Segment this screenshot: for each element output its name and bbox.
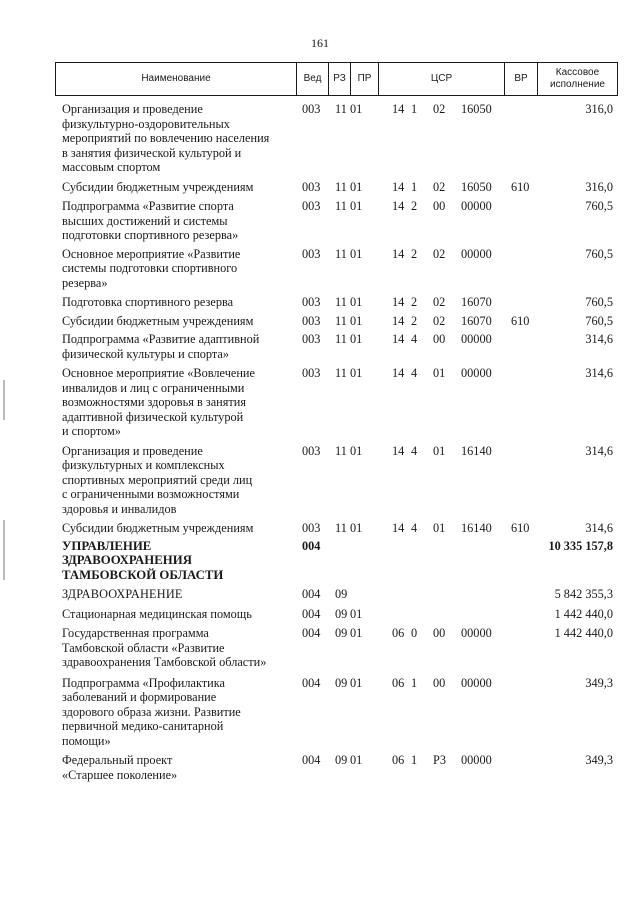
- row-name: [62, 444, 294, 517]
- cell-c4: 00000: [461, 332, 492, 346]
- table-row: [0, 295, 640, 314]
- cell-sum: 10 335 157,8: [548, 538, 613, 553]
- cell-pr: 01: [350, 199, 363, 213]
- cell-c4: 00000: [461, 753, 492, 767]
- cell-c1: 14: [392, 199, 405, 213]
- row-name-line: Основное мероприятие «Развитие: [62, 246, 241, 261]
- cell-pr: 01: [350, 332, 363, 346]
- cell-c1: 14: [392, 179, 405, 194]
- cell-c1: 14: [392, 295, 405, 309]
- cell-c3: 02: [433, 246, 446, 261]
- cell-ved: 003: [302, 443, 321, 458]
- cell-c4: 16140: [461, 443, 492, 458]
- cell-rz: 09: [335, 753, 348, 767]
- cell-c1: 14: [392, 521, 405, 535]
- row-name-line: и спортом»: [62, 424, 121, 438]
- cell-c1: 06: [392, 626, 405, 640]
- table-header: [55, 62, 618, 96]
- table-row: [0, 521, 640, 539]
- row-name: [62, 295, 294, 310]
- header-cash: Кассовое исполнение: [537, 63, 617, 95]
- cell-sum: 349,3: [585, 675, 613, 690]
- row-name: [62, 753, 294, 782]
- table-row: [0, 332, 640, 366]
- cell-c1: 06: [392, 675, 405, 690]
- cell-c4: 16140: [461, 521, 492, 535]
- cell-c3: 01: [433, 521, 446, 535]
- cell-ved: 003: [302, 521, 321, 535]
- cell-pr: 01: [350, 366, 363, 380]
- cell-c3: 01: [433, 366, 446, 380]
- row-name-line: первичной медико-санитарной: [62, 719, 224, 733]
- cell-c1: 06: [392, 753, 405, 767]
- cell-rz: 11: [335, 332, 347, 346]
- header-vr: ВР: [504, 63, 537, 95]
- row-name-line: Подпрограмма «Профилактика: [62, 675, 225, 690]
- cell-pr: 01: [350, 179, 363, 194]
- cell-sum: 314,6: [585, 521, 613, 535]
- table-row: [0, 539, 640, 588]
- cell-ved: 004: [302, 626, 321, 640]
- cell-ved: 003: [302, 179, 321, 194]
- cell-c3: 02: [433, 295, 446, 309]
- cell-ved: 004: [302, 587, 321, 601]
- row-name: [62, 539, 294, 583]
- cell-sum: 1 442 440,0: [554, 606, 613, 621]
- row-name-line: подготовки спортивного резерва»: [62, 228, 239, 242]
- cell-vr: 610: [511, 521, 530, 535]
- header-rz: РЗ: [328, 63, 350, 95]
- cell-c3: 02: [433, 313, 446, 328]
- cell-sum: 314,6: [585, 366, 613, 380]
- cell-sum: 760,5: [585, 246, 613, 261]
- row-name-line: здорового образа жизни. Развитие: [62, 704, 241, 719]
- cell-pr: 01: [350, 443, 363, 458]
- cell-rz: 09: [335, 675, 348, 690]
- cell-vr: 610: [511, 313, 530, 328]
- row-name-line: Субсидии бюджетным учреждениям: [62, 313, 254, 328]
- row-name-line: резерва»: [62, 275, 108, 290]
- row-name: [62, 314, 294, 329]
- cell-pr: 01: [350, 626, 363, 640]
- row-name: [62, 102, 294, 175]
- scan-edge-mark: [3, 380, 5, 420]
- cell-pr: 01: [350, 295, 363, 309]
- row-name: [62, 199, 294, 243]
- cell-sum: 349,3: [585, 753, 613, 767]
- row-name-line: помощи»: [62, 733, 111, 748]
- cell-ved: 003: [302, 313, 321, 328]
- cell-ved: 003: [302, 366, 321, 380]
- cell-sum: 1 442 440,0: [554, 626, 613, 640]
- cell-c4: 00000: [461, 366, 492, 380]
- row-name-line: заболеваний и формирование: [62, 690, 217, 704]
- row-name-line: Тамбовской области «Развитие: [62, 640, 225, 655]
- cell-c2: 2: [411, 199, 418, 213]
- row-name-line: Подготовка спортивного резерва: [62, 295, 234, 309]
- cell-ved: 003: [302, 199, 321, 213]
- table-row: [0, 753, 640, 782]
- cell-c2: 2: [411, 313, 418, 328]
- row-name-line: здравоохранения Тамбовской области»: [62, 655, 267, 669]
- cell-c2: 2: [411, 295, 418, 309]
- cell-ved: 003: [302, 332, 321, 346]
- cell-c1: 14: [392, 366, 405, 380]
- cell-ved: 004: [302, 606, 321, 621]
- row-name-line: системы подготовки спортивного: [62, 261, 238, 275]
- table-row: [0, 587, 640, 607]
- cell-c3: 02: [433, 102, 446, 116]
- cell-ved: 003: [302, 246, 321, 261]
- row-name-line: инвалидов и лиц с ограниченными: [62, 380, 245, 395]
- row-name: [62, 247, 294, 291]
- row-name-line: Подпрограмма «Развитие адаптивной: [62, 332, 260, 346]
- row-name-line: массовым спортом: [62, 160, 161, 174]
- row-name-line: Основное мероприятие «Вовлечение: [62, 366, 255, 380]
- cell-pr: 01: [350, 102, 363, 116]
- cell-c1: 14: [392, 332, 405, 346]
- cell-c3: 01: [433, 443, 446, 458]
- row-name-line: здоровья и инвалидов: [62, 501, 177, 516]
- cell-c2: 0: [411, 626, 418, 640]
- cell-c3: 00: [433, 626, 446, 640]
- cell-c2: 1: [411, 102, 418, 116]
- cell-c2: 1: [411, 675, 418, 690]
- cell-sum: 760,5: [585, 199, 613, 213]
- cell-rz: 11: [335, 102, 347, 116]
- table-row: [0, 199, 640, 247]
- cell-pr: 01: [350, 313, 363, 328]
- row-name-line: адаптивной физической культурой: [62, 409, 244, 424]
- cell-c3: 02: [433, 179, 446, 194]
- cell-rz: 11: [335, 366, 347, 380]
- cell-c4: 16050: [461, 179, 492, 194]
- row-name-line: «Старшее поколение»: [62, 767, 178, 782]
- row-name: [62, 332, 294, 361]
- cell-sum: 316,0: [585, 179, 613, 194]
- cell-rz: 09: [335, 626, 348, 640]
- header-name: Наименование: [141, 73, 211, 84]
- row-name: [62, 607, 294, 622]
- cell-sum: 314,6: [585, 443, 613, 458]
- row-name-line: возможностями здоровья в занятия: [62, 395, 246, 409]
- row-name-line: ЗДРАВООХРАНЕНИЯ: [62, 553, 192, 567]
- cell-sum: 316,0: [585, 102, 613, 116]
- cell-rz: 11: [335, 295, 347, 309]
- cell-c2: 1: [411, 753, 418, 767]
- cell-c2: 4: [411, 332, 418, 346]
- cell-rz: 11: [335, 246, 347, 261]
- cell-rz: 11: [335, 521, 347, 535]
- header-csr: ЦСР: [378, 63, 504, 95]
- row-name: [62, 521, 294, 536]
- row-name-line: Субсидии бюджетным учреждениям: [62, 521, 254, 535]
- table-row: [0, 626, 640, 676]
- row-name-line: УПРАВЛЕНИЕ: [62, 538, 152, 553]
- cell-ved: 004: [302, 675, 321, 690]
- cell-pr: 01: [350, 521, 363, 535]
- cell-vr: 610: [511, 179, 530, 194]
- row-name-line: высших достижений и системы: [62, 213, 228, 228]
- table-row: [0, 607, 640, 627]
- row-name-line: мероприятий по вовлечению населения: [62, 131, 270, 145]
- cell-rz: 09: [335, 606, 348, 621]
- cell-ved: 004: [302, 538, 321, 553]
- row-name-line: Подпрограмма «Развитие спорта: [62, 199, 234, 213]
- page-number: 161: [311, 36, 329, 50]
- cell-rz: 09: [335, 587, 348, 601]
- cell-rz: 11: [335, 199, 347, 213]
- cell-ved: 003: [302, 295, 321, 309]
- cell-c4: 16050: [461, 102, 492, 116]
- cell-pr: 01: [350, 675, 363, 690]
- cell-c4: 00000: [461, 626, 492, 640]
- cell-c2: 2: [411, 246, 418, 261]
- cell-c3: Р3: [433, 753, 446, 767]
- cell-rz: 11: [335, 443, 347, 458]
- header-pr: ПР: [350, 63, 378, 95]
- row-name-line: с ограниченными возможностями: [62, 487, 240, 501]
- cell-c2: 1: [411, 179, 418, 194]
- cell-c4: 00000: [461, 675, 492, 690]
- cell-pr: 01: [350, 606, 363, 621]
- header-ved: Вед: [296, 63, 328, 95]
- cell-c1: 14: [392, 443, 405, 458]
- row-name: [62, 626, 294, 670]
- scan-edge-mark: [3, 520, 5, 580]
- table-row: [0, 676, 640, 754]
- row-name: [62, 587, 294, 602]
- table-row: [0, 314, 640, 333]
- row-name-line: спортивных мероприятий среди лиц: [62, 472, 253, 487]
- row-name-line: ЗДРАВООХРАНЕНИЕ: [62, 587, 183, 601]
- row-name-line: Государственная программа: [62, 626, 209, 640]
- cell-c3: 00: [433, 332, 446, 346]
- row-name-line: физической культуры и спорта»: [62, 346, 230, 361]
- table-row: [0, 180, 640, 200]
- cell-pr: 01: [350, 246, 363, 261]
- table-row: [0, 247, 640, 296]
- row-name-line: Организация и проведение: [62, 443, 203, 458]
- cell-ved: 004: [302, 753, 321, 767]
- cell-c2: 4: [411, 443, 418, 458]
- cell-pr: 01: [350, 753, 363, 767]
- cell-c1: 14: [392, 102, 405, 116]
- cell-c1: 14: [392, 313, 405, 328]
- row-name: [62, 676, 294, 749]
- cell-rz: 11: [335, 179, 347, 194]
- cell-sum: 760,5: [585, 313, 613, 328]
- row-name-line: ТАМБОВСКОЙ ОБЛАСТИ: [62, 567, 224, 582]
- cell-c2: 4: [411, 521, 418, 535]
- cell-ved: 003: [302, 102, 321, 116]
- table-body: [0, 102, 640, 782]
- row-name-line: Федеральный проект: [62, 753, 173, 767]
- row-name: [62, 366, 294, 439]
- cell-sum: 760,5: [585, 295, 613, 309]
- cell-sum: 314,6: [585, 332, 613, 346]
- row-name-line: физкультурных и комплексных: [62, 458, 225, 472]
- cell-c3: 00: [433, 199, 446, 213]
- cell-c2: 4: [411, 366, 418, 380]
- table-row: [0, 444, 640, 522]
- row-name-line: Организация и проведение: [62, 102, 203, 116]
- row-name-line: физкультурно-оздоровительных: [62, 116, 230, 131]
- table-row: [0, 366, 640, 444]
- cell-c4: 00000: [461, 199, 492, 213]
- cell-c4: 00000: [461, 246, 492, 261]
- cell-sum: 5 842 355,3: [554, 587, 613, 601]
- row-name-line: Субсидии бюджетным учреждениям: [62, 179, 254, 194]
- row-name-line: в занятия физической культурой и: [62, 145, 242, 160]
- cell-c4: 16070: [461, 295, 492, 309]
- cell-c1: 14: [392, 246, 405, 261]
- row-name: [62, 180, 294, 195]
- row-name-line: Стационарная медицинская помощь: [62, 606, 252, 621]
- cell-c3: 00: [433, 675, 446, 690]
- table-row: [0, 102, 640, 180]
- cell-rz: 11: [335, 313, 347, 328]
- cell-c4: 16070: [461, 313, 492, 328]
